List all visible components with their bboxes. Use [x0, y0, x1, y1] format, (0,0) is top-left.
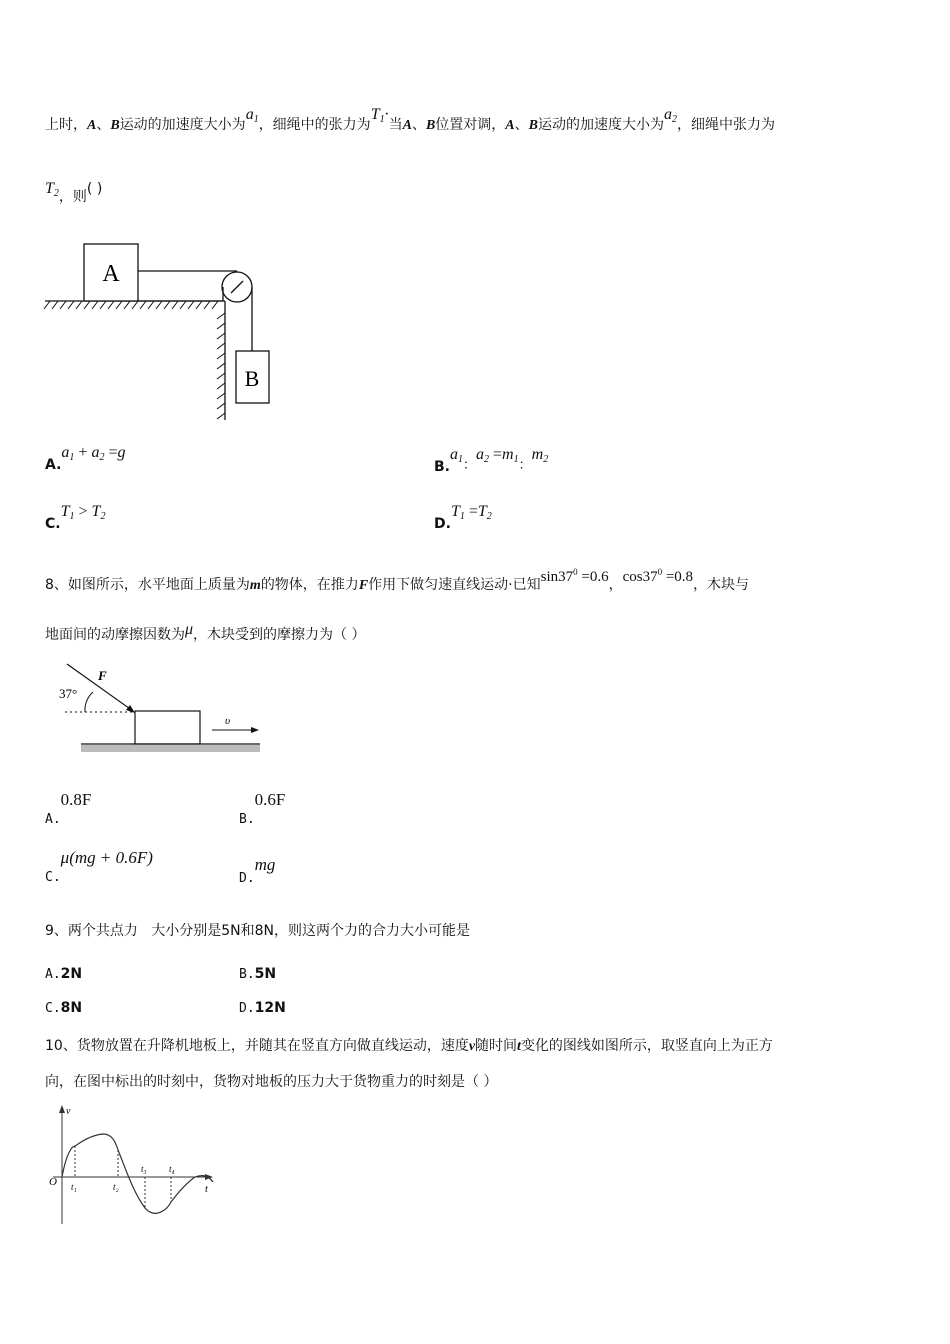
text: 8、如图所示，水平地面上质量为	[45, 577, 250, 593]
option-letter: C.	[45, 870, 61, 885]
q9-option-c[interactable]	[45, 1000, 82, 1016]
var-T2: $T_2$	[45, 180, 59, 199]
var-a2: $a_2$	[663, 106, 677, 125]
block-a-label: A	[102, 261, 120, 287]
cos-value: $\cos 37^0 =0.8$	[622, 567, 694, 585]
option-formula: $a_{1:}a_2 =m_{1:}m_2$	[450, 446, 549, 472]
var-b: B	[110, 118, 120, 133]
block-b-label: B	[244, 366, 260, 391]
option-formula: $a_1 + a_2 =g$	[61, 444, 126, 463]
q7-option-b[interactable]	[434, 444, 549, 475]
text: 、	[96, 117, 111, 133]
q9-option-d[interactable]	[239, 1000, 286, 1016]
text: ，细绳中张力为	[676, 117, 775, 133]
q10-stem-line2: 向，在图中标出的时刻中，货物对地板的压力大于货物重力的时刻是（ ）	[45, 1074, 498, 1090]
v-axis-label: v	[66, 1106, 71, 1117]
text: 上时，	[45, 117, 87, 133]
text: 运动的加速度大小为	[537, 117, 664, 133]
text: 作用下做匀速直线运动·已知	[368, 577, 541, 593]
answer-paren: ( )	[86, 181, 103, 197]
text: ，细绳中的张力为	[258, 117, 371, 133]
option-value: 8N	[60, 1000, 83, 1016]
text: 变化的图线如图所示，取竖直向上为正方	[520, 1038, 773, 1054]
option-value: 2N	[60, 966, 83, 982]
q7-option-c[interactable]	[45, 503, 106, 532]
option-value: 0.8F	[60, 790, 92, 809]
text: ，木块受到的摩擦力为（ ）	[193, 627, 366, 643]
q8-stem-line2	[45, 621, 366, 644]
var-b: B	[528, 118, 538, 133]
var-a: A	[505, 118, 515, 133]
text: 地面间的动摩擦因数为	[45, 627, 185, 643]
option-formula: $T_1 =T_2$	[450, 503, 492, 522]
option-letter: C.	[45, 516, 61, 532]
option-letter: D.	[239, 1001, 255, 1016]
t2-label: t₂	[113, 1182, 119, 1192]
origin-label: O	[49, 1176, 57, 1188]
var-a: A	[402, 118, 412, 133]
text: ，则	[58, 189, 87, 205]
option-value: 0.6F	[254, 790, 286, 809]
option-letter: C.	[45, 1001, 61, 1016]
q9-option-b[interactable]	[239, 966, 276, 982]
q7-option-d[interactable]	[434, 503, 492, 532]
q7-pulley-figure	[40, 238, 290, 428]
option-letter: D.	[239, 871, 255, 886]
var-m: m	[249, 578, 261, 593]
q9-option-a[interactable]	[45, 966, 82, 982]
text: ，木块与	[693, 577, 750, 593]
var-b: B	[425, 118, 436, 133]
sin-value: $\sin 37^0 =0.6$	[540, 567, 609, 585]
option-letter: A.	[45, 457, 62, 473]
q7-stem-line1	[45, 106, 775, 135]
angle-label: 37°	[59, 686, 78, 701]
q7-stem-line2	[45, 178, 103, 205]
t1-label: t₁	[71, 1182, 77, 1192]
t-axis-label: t	[205, 1184, 208, 1195]
option-letter: A.	[45, 967, 61, 982]
text: 的物体，在推力	[260, 577, 359, 593]
velocity-label: υ	[225, 715, 231, 727]
q8-force-figure	[55, 658, 270, 760]
text: 当	[388, 117, 403, 133]
q8-option-c[interactable]	[45, 848, 153, 885]
q10-vt-graph	[45, 1102, 220, 1227]
q8-option-b[interactable]	[239, 790, 286, 827]
text: 位置对调，	[435, 117, 506, 133]
text: 随时间	[475, 1038, 518, 1054]
var-mu: μ	[185, 621, 194, 638]
option-value: 5N	[254, 966, 277, 982]
q10-stem-line1	[45, 1035, 773, 1055]
force-label: F	[98, 668, 107, 683]
text: 、	[411, 117, 426, 133]
var-v: v	[468, 1039, 476, 1054]
option-value: mg	[254, 855, 276, 874]
var-a1: $a_1$	[245, 106, 259, 125]
option-value: μ(mg + 0.6F)	[60, 848, 153, 867]
option-value: 12N	[254, 1000, 286, 1016]
text: 10、货物放置在升降机地板上，并随其在竖直方向做直线运动，速度	[45, 1038, 469, 1054]
option-letter: B.	[434, 459, 450, 475]
option-letter: D.	[434, 516, 451, 532]
text: 运动的加速度大小为	[119, 117, 246, 133]
option-letter: B.	[239, 967, 255, 982]
var-t: t	[517, 1039, 521, 1054]
q7-option-a[interactable]	[45, 444, 126, 473]
q8-stem-line1	[45, 567, 750, 594]
q8-option-a[interactable]	[45, 790, 92, 827]
t4-label: t₄	[169, 1164, 175, 1174]
q8-option-d[interactable]	[239, 855, 276, 886]
option-letter: B.	[239, 812, 255, 827]
option-letter: A.	[45, 812, 61, 827]
option-formula: $T_1 > T_2$	[60, 503, 106, 522]
t3-label: t₃	[141, 1164, 147, 1174]
ground-hatch	[81, 745, 260, 752]
var-a: A	[87, 118, 97, 133]
text: 、	[514, 117, 529, 133]
var-f: F	[358, 578, 369, 593]
q9-stem: 9、两个共点力 大小分别是5N和8N，则这两个力的合力大小可能是	[45, 923, 471, 939]
var-T1: $T_1\cdot$	[370, 106, 389, 125]
text: ，	[608, 577, 623, 593]
